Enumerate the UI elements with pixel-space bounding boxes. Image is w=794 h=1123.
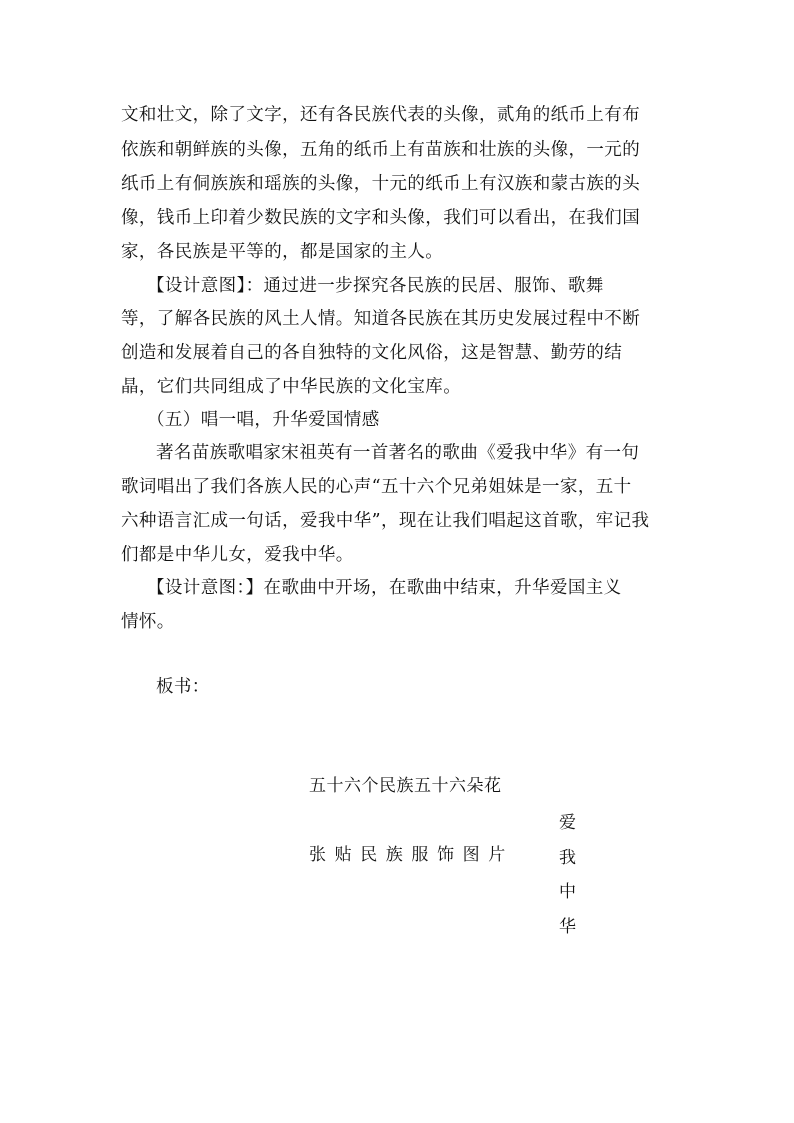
body-text-line: 文和壮文，除了文字，还有各民族代表的头像，贰角的纸币上有布 <box>121 105 641 125</box>
board-label: 板书： <box>156 677 210 697</box>
design-intent-line: 等，了解各民族的风土人情。知道各民族在其历史发展过程中不断 <box>121 309 641 329</box>
board-vertical-text: 爱我中华 <box>559 813 576 937</box>
body-text-line: 纸币上有侗族族和瑶族的头像，十元的纸币上有汉族和蒙古族的头 <box>121 174 641 194</box>
body-text-line: 们都是中华儿女，爱我中华。 <box>121 545 354 565</box>
design-intent-line: 情怀。 <box>121 612 175 632</box>
section-heading: （五）唱一唱，升华爱国情感 <box>147 410 380 430</box>
design-intent-line: 晶，它们共同组成了中华民族的文化宝库。 <box>121 377 462 397</box>
body-text-line: 著名苗族歌唱家宋祖英有一首著名的歌曲《爱我中华》有一句 <box>156 443 640 463</box>
design-intent-line: 【设计意图：】在歌曲中开场，在歌曲中结束，升华爱国主义 <box>147 578 622 598</box>
body-text-line: 六种语言汇成一句话，爱我中华”，现在让我们唱起这首歌，牢记我 <box>121 511 650 531</box>
design-intent-line: 创造和发展着自己的各自独特的文化风俗，这是智慧、勤劳的结 <box>121 343 623 363</box>
board-item: 张贴民族服饰图片 <box>309 845 514 865</box>
body-text-line: 家，各民族是平等的，都是国家的主人。 <box>121 242 444 262</box>
design-intent-line: 【设计意图】：通过进一步探究各民族的民居、服饰、歌舞 <box>147 276 604 296</box>
body-text-line: 依族和朝鲜族的头像，五角的纸币上有苗族和壮族的头像，一元的 <box>121 140 641 160</box>
board-title: 五十六个民族五十六朵花 <box>309 776 502 796</box>
body-text-line: 歌词唱出了我们各族人民的心声“五十六个兄弟姐妹是一家，五十 <box>121 477 632 497</box>
body-text-line: 像，钱币上印着少数民族的文字和头像，我们可以看出，在我们国 <box>121 208 641 228</box>
